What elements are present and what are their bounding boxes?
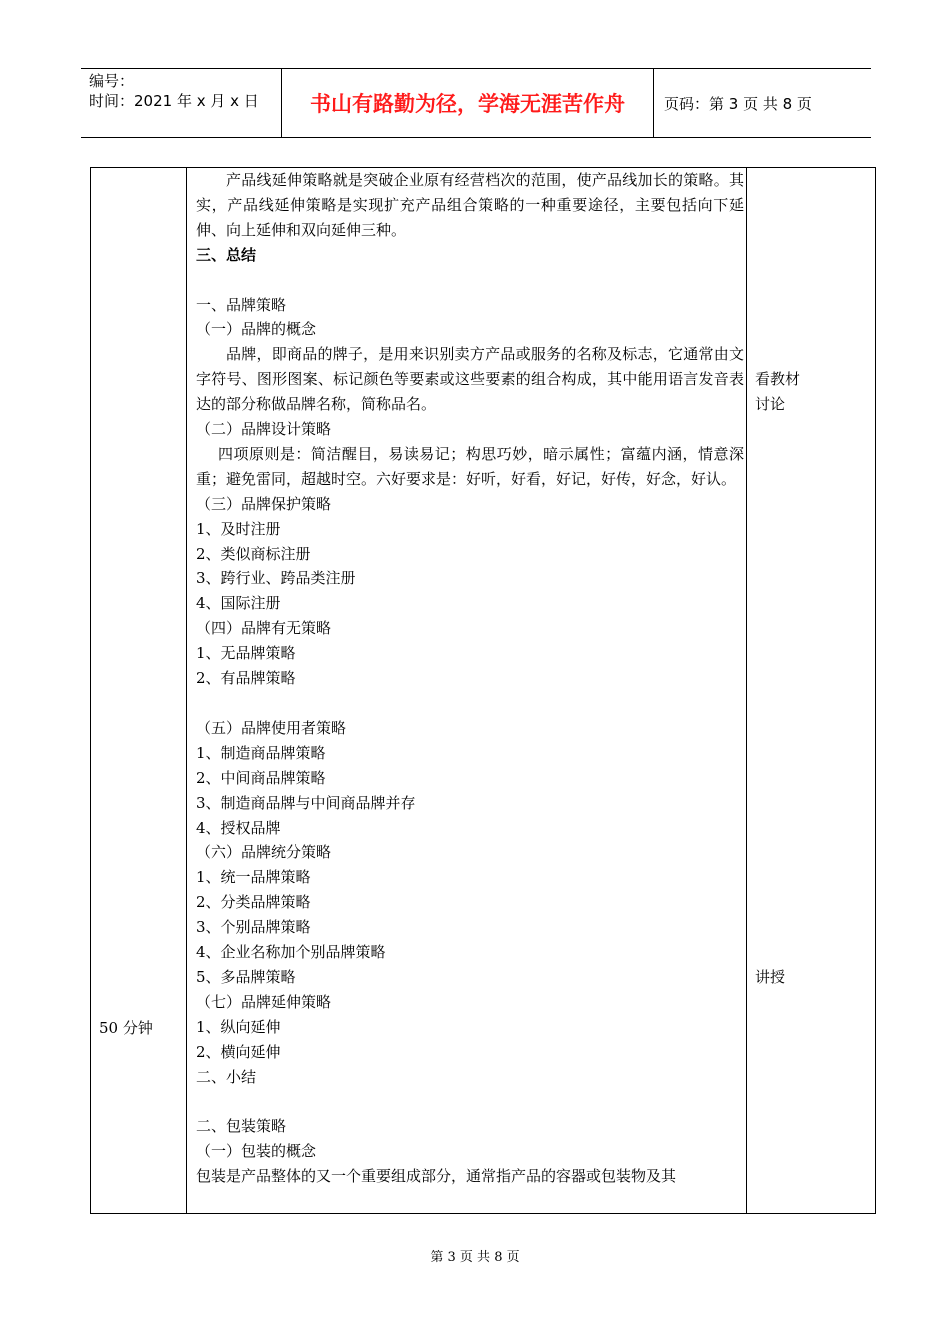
heading: 一、品牌策略 <box>196 295 287 314</box>
list-item: 4、企业名称加个别品牌策略 <box>196 943 386 962</box>
page-header <box>81 68 871 138</box>
method-cell-2: 讲授 <box>755 968 786 986</box>
section-heading: 三、总结 <box>196 245 257 264</box>
subheading: （三）品牌保护策略 <box>196 494 332 513</box>
list-item: 2、有品牌策略 <box>196 669 296 688</box>
column-divider <box>746 168 747 1213</box>
content-cell <box>196 168 744 1189</box>
header-meta <box>81 69 281 137</box>
subheading: （一）品牌的概念 <box>196 320 317 339</box>
method-cell-1 <box>755 367 800 417</box>
list-item: 2、中间商品牌策略 <box>196 768 326 787</box>
subheading: （七）品牌延伸策略 <box>196 992 332 1011</box>
subheading: （二）品牌设计策略 <box>196 420 332 439</box>
list-item: 3、制造商品牌与中间商品牌并存 <box>196 793 416 812</box>
paragraph: 四项原则是：简洁醒目，易读易记；构思巧妙，暗示属性；富蕴内涵，情意深重；避免雷同，超越时空。六好要求是：好听，好看，好记，好传，好念，好认。 <box>196 444 744 488</box>
subheading: （一）包装的概念 <box>196 1142 317 1161</box>
method-line: 看教材 <box>755 370 801 388</box>
duration-cell: 50 分钟 <box>99 1019 153 1037</box>
list-item: 2、分类品牌策略 <box>196 893 311 912</box>
list-item: 2、类似商标注册 <box>196 544 311 563</box>
list-item: 1、无品牌策略 <box>196 644 296 663</box>
paragraph: 包装是产品整体的又一个重要组成部分，通常指产品的容器或包装物及其 <box>196 1167 677 1186</box>
document-number: 编号： <box>89 72 135 90</box>
list-item: 2、横向延伸 <box>196 1042 281 1061</box>
method-line: 讨论 <box>755 395 786 413</box>
list-item: 1、统一品牌策略 <box>196 868 311 887</box>
paragraph: 品牌，即商品的牌子，是用来识别卖方产品或服务的名称及标志，它通常由文字符号、图形图案、标记颜色等要素或这些要素的组合构成，其中能用语言发音表达的部分称做品牌名称，简称品名。 <box>196 345 744 414</box>
blank-line <box>196 691 744 716</box>
page-footer: 第 3 页 共 8 页 <box>430 1250 520 1265</box>
list-item: 4、授权品牌 <box>196 818 281 837</box>
subheading: （四）品牌有无策略 <box>196 619 332 638</box>
list-item: 5、多品牌策略 <box>196 967 296 986</box>
list-item: 1、纵向延伸 <box>196 1017 281 1036</box>
subheading: （五）品牌使用者策略 <box>196 718 347 737</box>
header-page-number: 页码：第 3 页 共 8 页 <box>664 94 812 113</box>
lesson-plan-table <box>90 167 876 1214</box>
blank-line <box>196 268 744 293</box>
header-motto: 书山有路勤为径，学海无涯苦作舟 <box>281 69 654 137</box>
heading: 二、小结 <box>196 1067 257 1086</box>
column-divider <box>186 168 187 1213</box>
paragraph: 产品线延伸策略就是突破企业原有经营档次的范围，使产品线加长的策略。其实，产品线延伸策略是实现扩充产品组合策略的一种重要途径，主要包括向下延伸、向上延伸和双向延伸三种。 <box>196 171 744 239</box>
list-item: 3、跨行业、跨品类注册 <box>196 569 356 588</box>
document-date: 时间：2021 年 x 月 x 日 <box>89 92 259 110</box>
list-item: 1、及时注册 <box>196 519 281 538</box>
subheading: （六）品牌统分策略 <box>196 843 332 862</box>
blank-line <box>196 1090 744 1115</box>
list-item: 1、制造商品牌策略 <box>196 743 326 762</box>
list-item: 3、个别品牌策略 <box>196 918 311 937</box>
list-item: 4、国际注册 <box>196 594 281 613</box>
heading: 二、包装策略 <box>196 1117 287 1136</box>
